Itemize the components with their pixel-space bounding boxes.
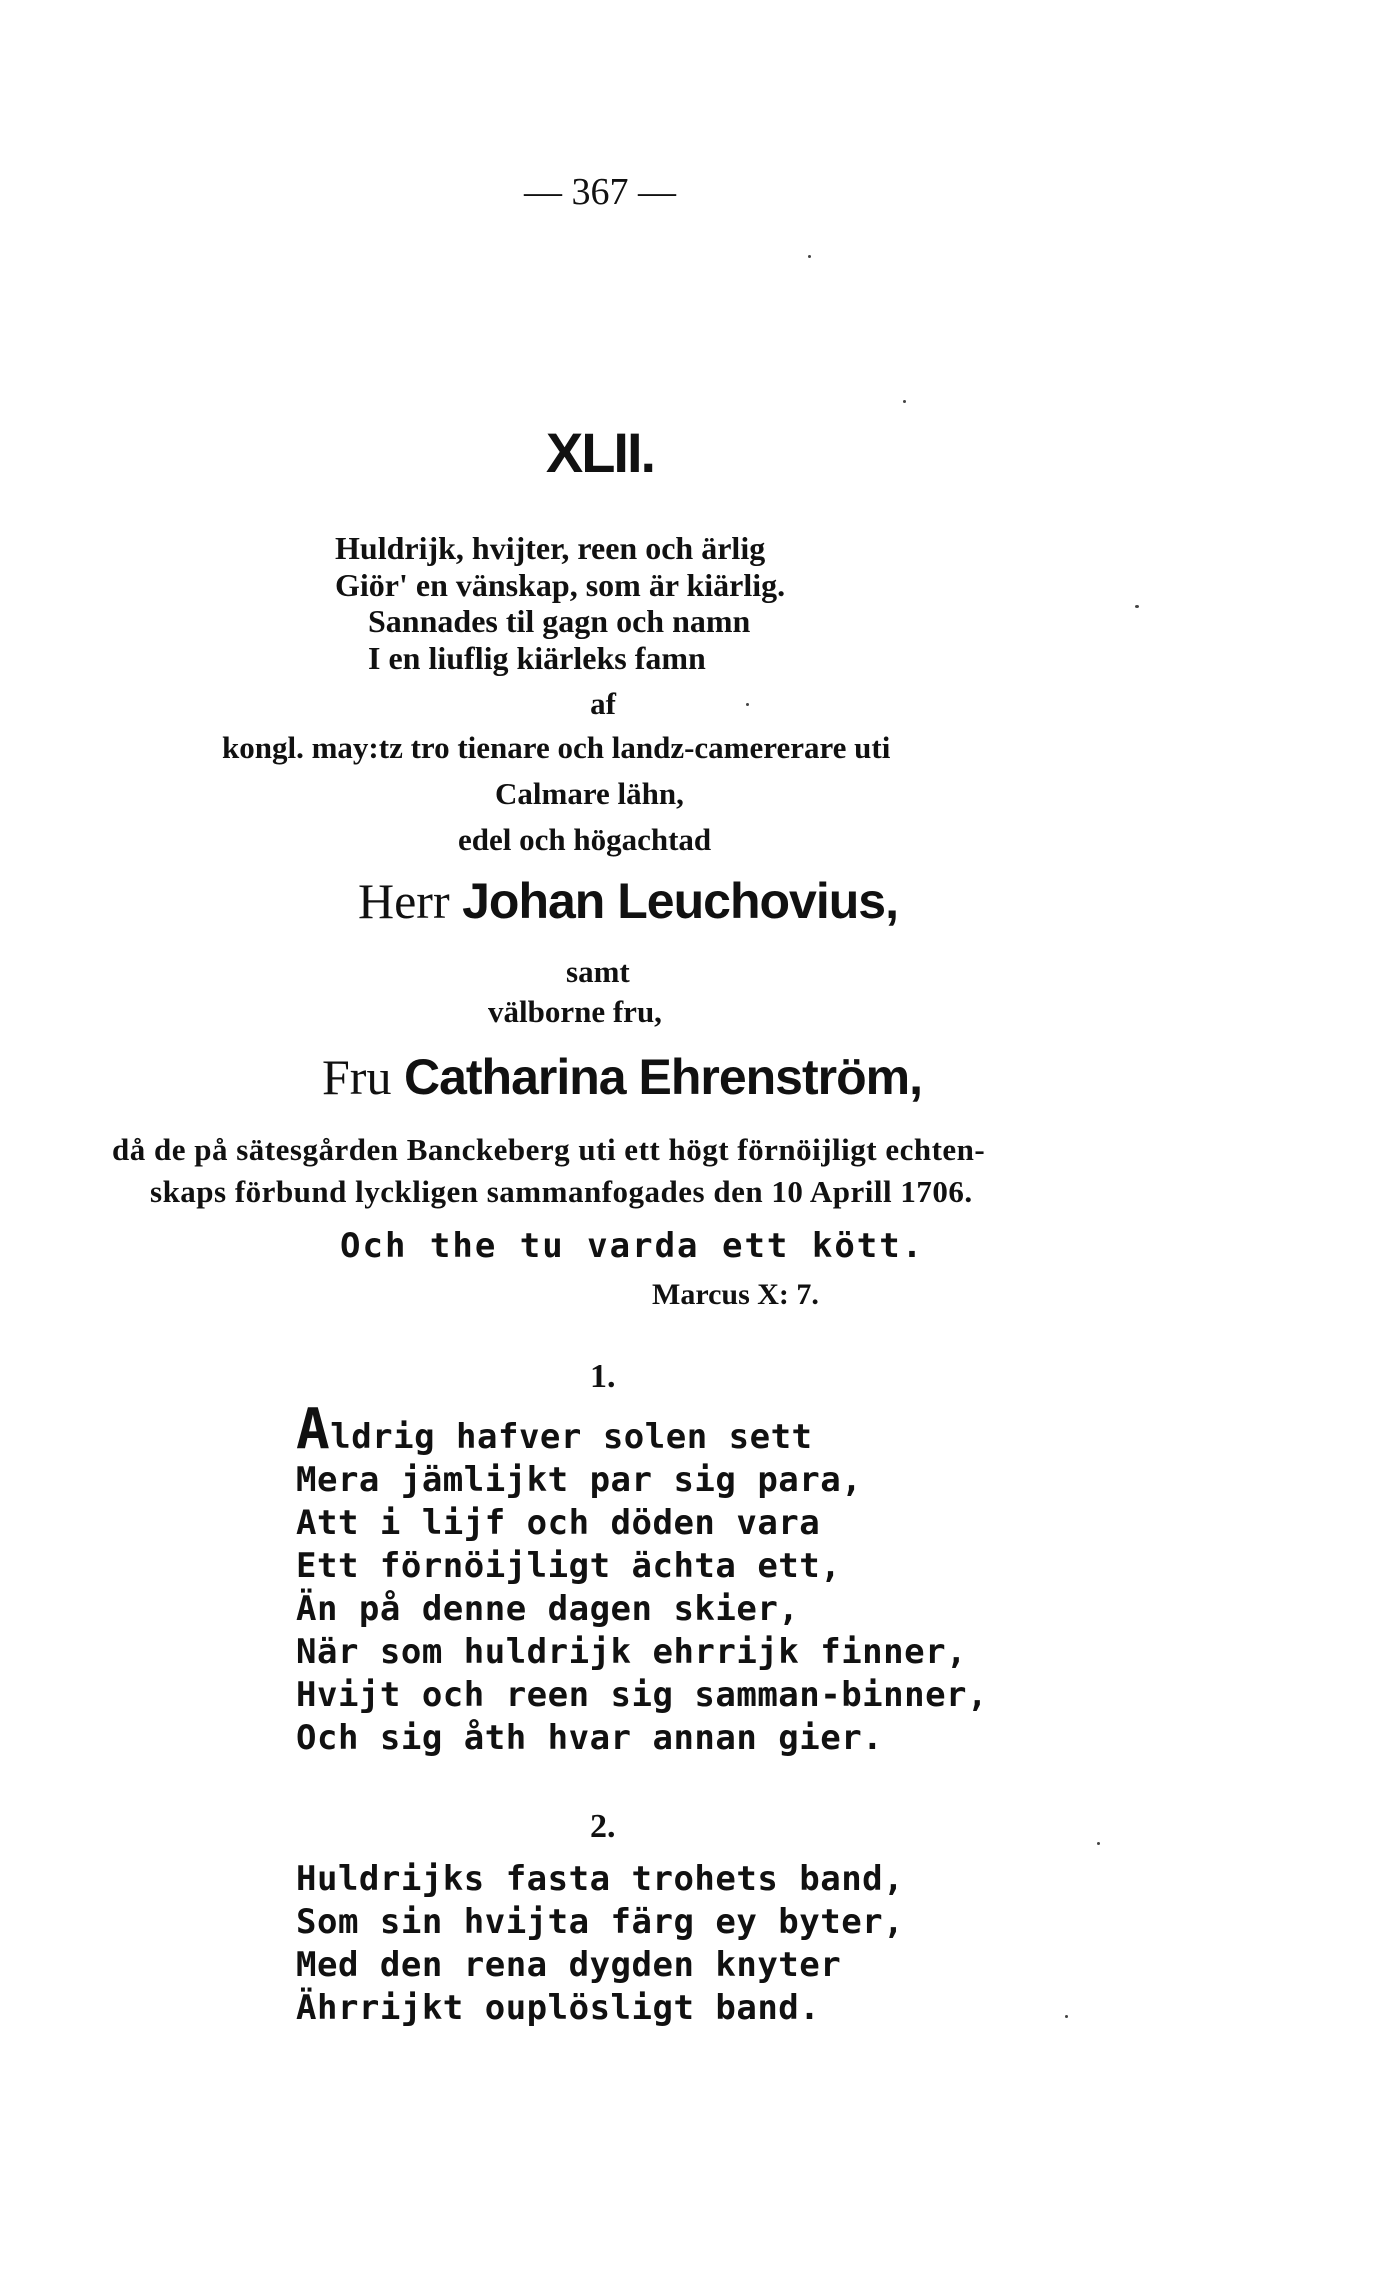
verse-line: Än på denne dagen skier, <box>296 1589 800 1629</box>
verse-line: Aldrig hafver solen sett <box>296 1397 813 1462</box>
stanza-number: 1. <box>590 1358 616 1395</box>
motto: Och the tu varda ett kött. <box>340 1226 925 1266</box>
page-number: — 367 — <box>524 171 676 213</box>
print-speck <box>746 703 749 706</box>
print-speck <box>903 400 906 403</box>
groom-name: Johan Leuchovius, <box>462 873 898 929</box>
bride-name: Catharina Ehrenström, <box>403 1049 922 1105</box>
occasion-line: skaps förbund lyckligen sammanfogades den 10 Aprill 1706. <box>150 1174 973 1209</box>
verse-line: Huldrijks fasta trohets band, <box>296 1859 905 1899</box>
verse-line: Med den rena dygden knyter <box>296 1945 842 1985</box>
dedication-line: Huldrijk, hvijter, reen och ärlig <box>335 530 766 566</box>
af-word: af <box>590 686 616 721</box>
dedication-line: Giör' en vänskap, som är kiärlig. <box>335 567 786 603</box>
bride-name-line <box>322 1048 922 1106</box>
print-speck <box>1097 1842 1100 1845</box>
poem-number: XLII. <box>545 421 655 484</box>
verse-line: När som huldrijk ehrrijk finner, <box>296 1632 968 1672</box>
verse-line: Att i lijf och döden vara <box>296 1503 821 1543</box>
verse-line: Mera jämlijkt par sig para, <box>296 1460 863 1500</box>
stanza-number: 2. <box>590 1808 616 1845</box>
print-speck <box>1065 2015 1068 2018</box>
print-speck <box>808 255 811 258</box>
verse-line: Ährrijkt ouplösligt band. <box>296 1988 821 2028</box>
stanza-2 <box>296 1858 904 2030</box>
title-line: edel och högachtad <box>458 822 712 857</box>
title-line: Calmare lähn, <box>495 776 684 811</box>
stanza-1 <box>296 1397 989 1760</box>
honorific: Herr <box>358 873 450 929</box>
occasion-line: då de på sätesgården Banckeberg uti ett högt förnöijligt echten- <box>112 1132 986 1167</box>
verse-line: Som sin hvijta färg ey byter, <box>296 1902 905 1942</box>
verse-line: Hvijt och reen sig samman-binner, <box>296 1675 989 1715</box>
verse-line: Och sig åth hvar annan gier. <box>296 1718 884 1758</box>
valborne-line: välborne fru, <box>488 994 662 1029</box>
samt-word: samt <box>566 954 630 989</box>
title-line: kongl. may:tz tro tienare och landz-camererare uti <box>222 730 891 765</box>
honorific: Fru <box>322 1049 392 1105</box>
print-speck <box>1135 605 1139 608</box>
citation: Marcus X: 7. <box>652 1278 819 1311</box>
drop-cap: A <box>296 1397 331 1462</box>
dedication-line: Sannades til gagn och namn <box>368 603 751 639</box>
groom-name-line <box>358 872 898 930</box>
verse-line: Ett förnöijligt ächta ett, <box>296 1546 842 1586</box>
dedication-line: I en liuflig kiärleks famn <box>368 640 706 676</box>
